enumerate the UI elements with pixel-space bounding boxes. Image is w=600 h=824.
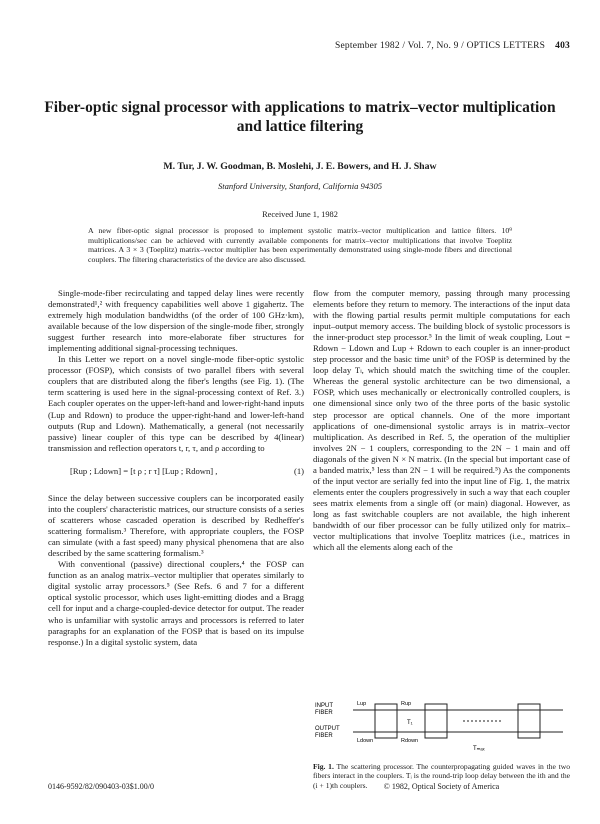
fig-label: FIBER (315, 733, 333, 739)
page-number: 403 (555, 41, 570, 51)
equation-number: (1) (293, 466, 304, 476)
abstract: A new fiber-optic signal processor is proposed to implement systolic matrix–vector multiplication and lattice filters. 10⁹ multiplications/sec can be achieved with currently available components for matrix–vector multiplications that involve Toeplitz matrices. A 3 × 3 (Toeplitz) matrix–vector multiplier has been experimentally demonstrated using single-mode fibers and directional couplers. The filtering characteristics of the device are also discussed. (88, 226, 512, 264)
left-column-bottom (48, 493, 304, 648)
scattering-processor-diagram (313, 690, 570, 758)
figure-1 (313, 690, 570, 758)
footer-copyright: © 1982, Optical Society of America (383, 782, 500, 791)
running-header (300, 41, 570, 51)
fig-label: Rdown (401, 738, 419, 744)
fig-label: INPUT (315, 703, 333, 709)
author-list: M. Tur, J. W. Goodman, B. Moslehi, J. E. Bowers, and H. J. Shaw (163, 161, 437, 172)
paragraph: Single-mode-fiber recirculating and tapped delay lines were recently demonstrated¹,² with frequency capabilities well above 1 gigahertz. The extremely high modulation bandwidths (of the order of 100 GHz·km), available because of the low dispersion of the single-mode fiber, strongly suggest further research into more-elaborate fiber structures for implementing additional signal-processing techniques. (48, 288, 304, 354)
received-date: Received June 1, 1982 (262, 210, 338, 219)
paragraph: In this Letter we report on a novel single-mode fiber-optic systolic processor (FOSP), which consists of two parallel fibers with several couplers that are distributed along the fiber's lengths (see Fig. 1). (The term scattering is used here in the signal-processing context of Ref. 3.) Each coupler operates on the upper-left-hand and lower-right-hand inputs (Lup and Rdown) to produce the upper-right-hand and lower-left-hand outputs (Rup and Ldown). Mathematically, a general (not necessarily passive) linear coupler of this type can be described by 4(linear) transmission and reflection operators t, r, τ, and ρ according to (48, 354, 304, 453)
caption-text: The scattering processor. The counterpropagating guided waves in the two fibers interact in the couplers. Tᵢ is the round-trip loop delay between the ith and the (i + 1)th couplers. (313, 762, 570, 790)
equation-body: [Rup ; Ldown] = [t ρ ; r τ] [Lup ; Rdown] , (70, 466, 218, 476)
affiliation: Stanford University, Stanford, California 94305 (217, 181, 383, 191)
paragraph: With conventional (passive) directional couplers,⁴ the FOSP can function as an analog matrix–vector multiplier that operates similarly to digital systolic array processors.⁵ (See Refs. 6 and 7 for a different optical systolic processor, which uses light-emitting diodes and a Bragg cell for input and a charge-coupled-device detector for output. The reader who is unfamiliar with systolic arrays and processors is referred to later paragraphs for an explanation of the FOSP that is based on its impulse response.) In a digital systolic system, data (48, 559, 304, 647)
fig-label: Tₘₐₓ (473, 746, 485, 752)
fig-label: OUTPUT (315, 726, 340, 732)
coupler-2 (425, 704, 447, 738)
paragraph: Since the delay between successive couplers can be incorporated easily into the couplers' characteristic matrices, our structure consists of a series of scatterers whose cascaded operation is described by Redheffer's scattering formalism.³ Therefore, with appropriate couplers, the FOSP can simulate (with a fast speed) many physical phenomena that are also described by the same scattering formalism.³ (48, 493, 304, 559)
fig-label: FIBER (315, 710, 333, 716)
fig-label: Ldown (357, 738, 374, 744)
coupler-1 (375, 704, 397, 738)
fig-label: Rup (401, 701, 412, 707)
footer-code: 0146-9592/82/090403-03$1.00/0 (48, 782, 154, 791)
fig-label: T₁ (407, 720, 413, 726)
running-head: September 1982 / Vol. 7, No. 9 / OPTICS LETTERS (335, 41, 546, 51)
right-column (313, 288, 570, 553)
left-column-top (48, 288, 304, 454)
paragraph: flow from the computer memory, passing through many processing elements before they return to memory. The interactions of the input data with the flowing partial results permit multiple computations for each input–output memory access. The building block of systolic processors is the inner-product step processor.⁵ In the limit of weak coupling, Lout = Rdown − Ldown and Lup + Rdown to each coupler is an inner-product step processor and the basic time unit⁵ of the FOSP is determined by the loop delay Tₗ, which should match the switching time of the coupler. Whereas the general systolic architecture can be two dimensional, a FOSP, which uses mechanically or electronically controlled couplers, is one dimensional since only two of the three ports of the basic systolic step processor are optical channels. One of the more important applications of one-dimensional systolic arrays is in matrix–vector multiplication. As described in Ref. 5, the operation of the multiplier involves 2N − 1 couplers, corresponding to the 2N − 1 main and off diagonals of the given N × N matrix. (In the special but important case of a banded matrix,⁵ less than 2N − 1 will be required.⁵) As the components of the input vector are serially fed into the input line of Fig. 1, the matrix elements enter the couplers progressively in such a way that each coupler sees matrix elements from a single off (or main) diagonal. However, as long as fast switchable couplers are not available, the high inherent bandwidth of our fiber processor can be fully utilized only for matrix–vector multiplications that involve Toeplitz matrices (i.e., matrices in which all the elements along each of the (313, 288, 570, 553)
caption-label: Fig. 1. (313, 762, 334, 771)
coupler-n (518, 704, 540, 738)
paper-title: Fiber-optic signal processor with applications to matrix–vector multiplication and lattice filtering (44, 99, 556, 135)
equation-1 (60, 458, 304, 486)
fig-label: Lup (357, 701, 367, 707)
